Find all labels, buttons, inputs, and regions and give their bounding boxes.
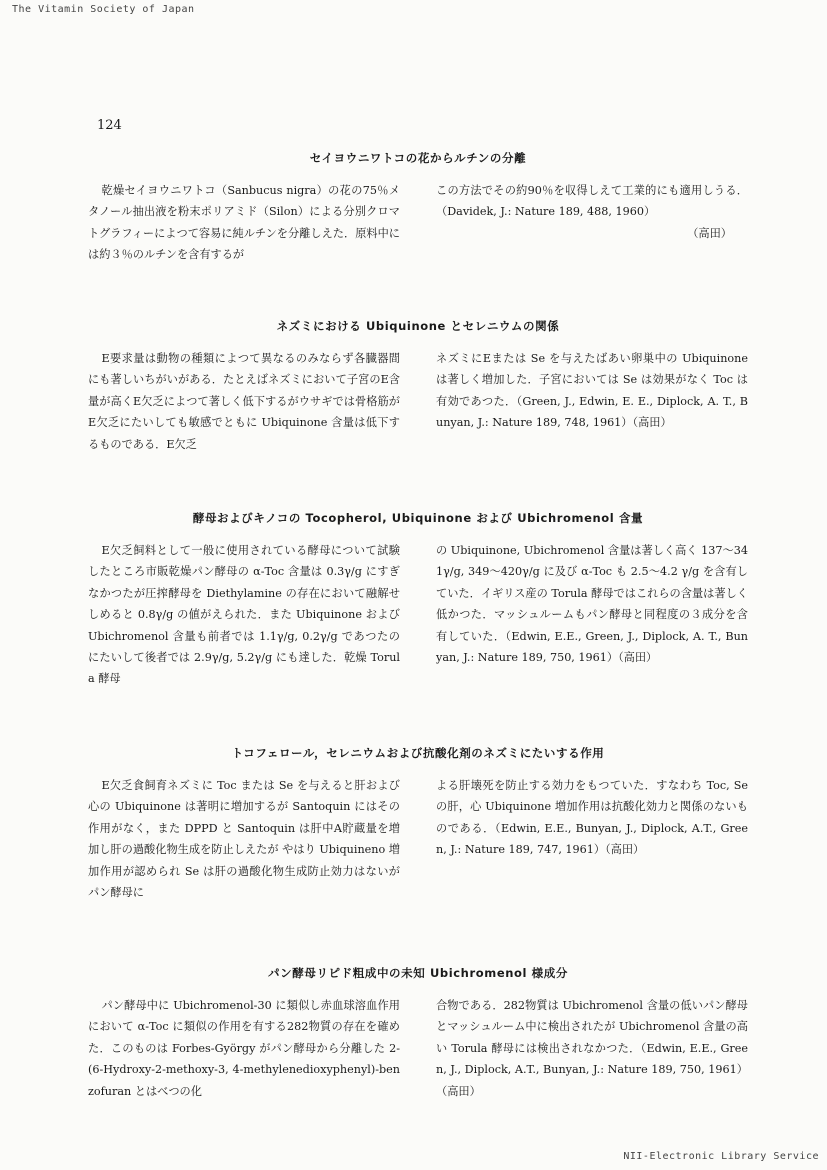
section-title: パン酵母リピド粗成中の未知 Ubichromenol 様成分 — [268, 966, 568, 980]
author-initials: （高田） — [687, 226, 732, 240]
column-left: E欠乏飼料として一般に使用されている酵母について試験したところ市販乾燥パン酵母の α-Toc 含量は 0.3γ/g にすぎなかつたが圧搾酵母を Diethylamine の存在において融解せしめると 0.8γ/g の値がえられた．また Ubiquinone および Ubichromenol 含量も前者では 1.1γ/g, 0.2γ/g であつたのにたいして後者では 2.9γ/g, 5.2γ/g にも達した．乾燥 Torula 酵母 — [88, 544, 400, 686]
society-header: The Vitamin Society of Japan — [12, 4, 195, 15]
section-title: セイヨウニワトコの花からルチンの分離 — [309, 151, 527, 165]
abstract-ubichromenol-component — [88, 965, 748, 1102]
abstract-tocopherol-antioxidant — [88, 745, 748, 903]
section-title: トコフェロール，セレニウムおよび抗酸化剤のネズミにたいする作用 — [231, 746, 605, 760]
column-right — [436, 180, 748, 266]
column-right-text: この方法でその約90％を収得しえて工業的にも適用しうる．（Davidek, J.: Nature 189, 488, 1960） — [436, 184, 748, 219]
column-left: パン酵母中に Ubichromenol-30 に類似し赤血球溶血作用において α-Toc に類似の作用を有する282物質の存在を確めた．このものは Forbes-György がパン酵母から分離した 2-(6-Hydroxy-2-methoxy-3, 4-methylenedioxyphenyl)-benzofuran とはべつの化 — [88, 999, 400, 1098]
column-right: よる肝壊死を防止する効力をもつていた．すなわち Toc, Se の肝，心 Ubiquinone 増加作用は抗酸化効力と関係のないものである．（Edwin, E.E., Bunyan, J., Diplock, A.T., Green, J.: Nature 189, 747, 1961）（高田） — [436, 779, 748, 857]
page-number: 124 — [97, 118, 122, 133]
abstract-yeast-mushroom — [88, 510, 748, 690]
section-title: 酵母およびキノコの Tocopherol, Ubiquinone および Ubichromenol 含量 — [192, 511, 644, 525]
section-title: ネズミにおける Ubiquinone とセレニウムの関係 — [276, 319, 560, 333]
column-right: の Ubiquinone, Ubichromenol 含量は著しく高く 137〜341γ/g, 349〜420γ/g に及び α-Toc も 2.5〜4.2 γ/g を含有していた．イギリス産の Torula 酵母ではこれらの含量は著しく低かつた．マッシュルームもパン酵母と同程度の３成分を含有していた．（Edwin, E.E., Green, J., Diplock, A. T., Bunyan, J.: Nature 189, 750, 1961）（高田） — [436, 544, 748, 665]
column-right: 合物である．282物質は Ubichromenol 含量の低いパン酵母とマッシュルーム中に検出されたが Ubichromenol 含量の高い Torula 酵母には検出されなかつた．（Edwin, E.E., Green, J., Diplock, A.T., Bunyan, J.: Nature 189, 750, 1961）（高田） — [436, 999, 748, 1098]
abstract-rutin — [88, 150, 748, 266]
abstract-ubiquinone-selenium — [88, 318, 748, 455]
library-footer: NII-Electronic Library Service — [623, 1151, 819, 1162]
column-right: ネズミにEまたは Se を与えたばあい卵巣中の Ubiquinone は著しく増加した．子宮においては Se は効果がなく Toc は有効であつた．（Green, J., Edwin, E. E., Diplock, A. T., Bunyan, J.: Nature 189, 748, 1961）（高田） — [436, 352, 748, 430]
column-left: 乾燥セイヨウニワトコ（Sanbucus nigra）の花の75％メタノール抽出液を粉末ポリアミド（Silon）による分別クロマトグラフィーによつて容易に純ルチンを分離しえた．原料中には約３％のルチンを含有するが — [88, 184, 400, 262]
column-left: E要求量は動物の種類によつて異なるのみならず各臓器間にも著しいちがいがある．たとえばネズミにおいて子宮のE含量が高くE欠乏によつて著しく低下するがウサギでは骨格筋がE欠乏にたいしても敏感でともに Ubiquinone 含量は低下するものである．E欠乏 — [88, 352, 400, 451]
column-left: E欠乏食飼育ネズミに Toc または Se を与えると肝および心の Ubiquinone は著明に増加するが Santoquin にはその作用がなく，また DPPD と Santoquin は肝中A貯蔵量を増加し肝の過酸化物生成を防止しえたが やはり Ubiquineno 増加作用が認められ Se は肝の過酸化物生成防止効力はないがパン酵母に — [88, 779, 400, 900]
